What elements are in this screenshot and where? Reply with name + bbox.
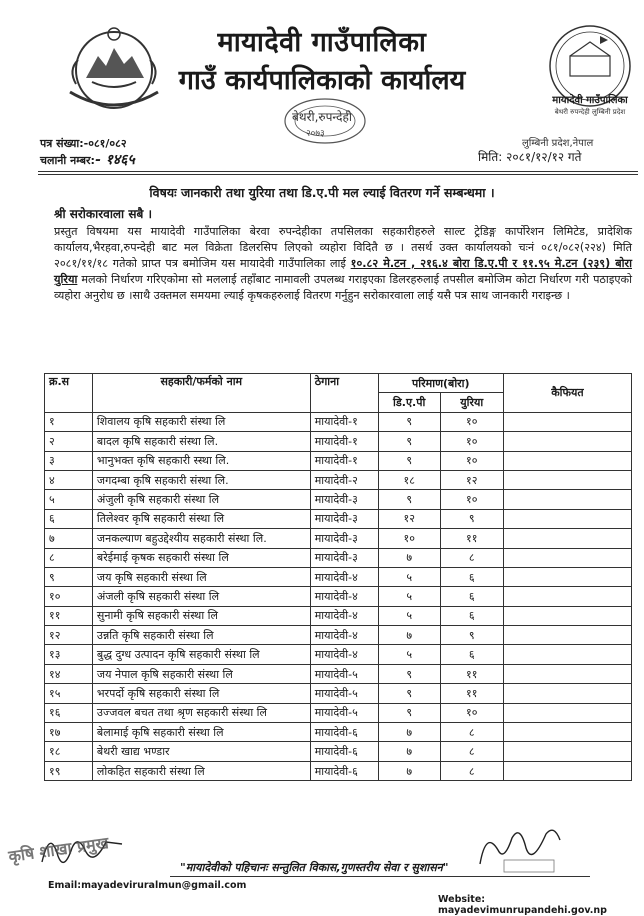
cell-dap: ७ <box>378 742 440 761</box>
cell-urea: १० <box>440 490 503 509</box>
cell-name: बेथरी खाद्य भण्डार <box>92 742 310 761</box>
header-address: ठेगाना <box>310 374 378 413</box>
cell-urea: १० <box>440 412 503 431</box>
cell-dap: ५ <box>378 587 440 606</box>
cell-remarks <box>503 451 631 470</box>
cell-address: मायादेवी-१ <box>310 412 378 431</box>
cell-dap: १८ <box>378 470 440 489</box>
section-head-stamp: कृषि शाखा प्रमुख <box>7 833 110 866</box>
date-value: २०८१/१२/१२ गते <box>506 150 582 164</box>
cell-dap: ९ <box>378 664 440 683</box>
cell-dap: ९ <box>378 412 440 431</box>
cell-name: जनकल्याण बहुउद्देश्यीय सहकारी संस्था लि. <box>92 529 310 548</box>
cell-dap: ९ <box>378 490 440 509</box>
cell-name: जय कृषि सहकारी संस्था लि <box>92 567 310 586</box>
letter-body <box>54 224 632 304</box>
cell-sn: १४ <box>45 664 93 683</box>
cell-dap: १२ <box>378 509 440 528</box>
cell-address: मायादेवी-५ <box>310 684 378 703</box>
cell-urea: ८ <box>440 761 503 780</box>
cell-address: मायादेवी-६ <box>310 723 378 742</box>
cell-dap: ७ <box>378 626 440 645</box>
cell-urea: ८ <box>440 548 503 567</box>
cell-urea: १२ <box>440 470 503 489</box>
cell-urea: १० <box>440 432 503 451</box>
table-row <box>45 761 632 780</box>
cell-dap: ५ <box>378 567 440 586</box>
reference-block <box>40 136 135 169</box>
cell-address: मायादेवी-४ <box>310 606 378 625</box>
cell-address: मायादेवी-६ <box>310 761 378 780</box>
allocation-table <box>44 373 632 781</box>
table-row <box>45 703 632 722</box>
municipality-logo-caption: मायादेवी गाउँपालिका <box>552 95 628 106</box>
cell-remarks <box>503 490 631 509</box>
table-row <box>45 490 632 509</box>
cell-name: बुद्ध दुग्ध उत्पादन कृषि सहकारी संस्था लि <box>92 645 310 664</box>
right-signature-icon <box>470 820 566 876</box>
cell-remarks <box>503 606 631 625</box>
letter-number-value: -०८१/०८२ <box>83 137 127 150</box>
cell-address: मायादेवी-३ <box>310 548 378 567</box>
cell-sn: ७ <box>45 529 93 548</box>
cell-address: मायादेवी-४ <box>310 645 378 664</box>
cell-urea: ९ <box>440 509 503 528</box>
footer-email: Email:mayadeviruralmun@gmail.com <box>48 880 247 891</box>
cell-sn: १६ <box>45 703 93 722</box>
dispatch-number-label: चलानी नम्बर: <box>40 154 95 167</box>
stamp-year: २०७३ <box>306 129 325 139</box>
cell-remarks <box>503 664 631 683</box>
cell-sn: ११ <box>45 606 93 625</box>
cell-name: बरेईमाई कृषक सहकारी संस्था लि <box>92 548 310 567</box>
cell-remarks <box>503 626 631 645</box>
cell-sn: ९ <box>45 567 93 586</box>
table-row <box>45 723 632 742</box>
cell-dap: ७ <box>378 723 440 742</box>
cell-urea: १० <box>440 703 503 722</box>
table-row <box>45 432 632 451</box>
table-row <box>45 529 632 548</box>
cell-remarks <box>503 703 631 722</box>
office-title-line1: मायादेवी गाउँपालिका <box>217 27 427 58</box>
cell-sn: ४ <box>45 470 93 489</box>
table-row <box>45 470 632 489</box>
office-location: बेथरी,रुपन्देही <box>292 110 352 124</box>
cell-sn: १३ <box>45 645 93 664</box>
cell-dap: ९ <box>378 451 440 470</box>
dispatch-number <box>40 152 135 169</box>
cell-remarks <box>503 723 631 742</box>
header-name: सहकारी/फर्मको नाम <box>92 374 310 413</box>
cell-dap: १० <box>378 529 440 548</box>
cell-remarks <box>503 509 631 528</box>
cell-dap: ७ <box>378 548 440 567</box>
date-label: मिति: <box>478 150 503 164</box>
cell-address: मायादेवी-४ <box>310 626 378 645</box>
cell-address: मायादेवी-४ <box>310 567 378 586</box>
cell-remarks <box>503 587 631 606</box>
cell-address: मायादेवी-५ <box>310 664 378 683</box>
cell-remarks <box>503 684 631 703</box>
cell-name: बादल कृषि सहकारी संस्था लि. <box>92 432 310 451</box>
cell-remarks <box>503 529 631 548</box>
cell-sn: ३ <box>45 451 93 470</box>
cell-urea: ११ <box>440 684 503 703</box>
table-row <box>45 684 632 703</box>
cell-urea: ६ <box>440 606 503 625</box>
cell-remarks <box>503 742 631 761</box>
footer-website: Website: mayadevimunrupandehi.gov.np <box>438 894 607 916</box>
cell-remarks <box>503 470 631 489</box>
header-remarks: कैफियत <box>503 374 631 413</box>
cell-urea: ६ <box>440 567 503 586</box>
cell-address: मायादेवी-६ <box>310 742 378 761</box>
cell-name: अंजुली कृषि सहकारी संस्था लि <box>92 490 310 509</box>
municipality-logo-subcaption: बेथरी रुपन्देही लुम्बिनी प्रदेश <box>554 108 626 116</box>
cell-urea: ६ <box>440 587 503 606</box>
cell-dap: ७ <box>378 761 440 780</box>
cell-name: उज्जवल बचत तथा श्रृण सहकारी संस्था लि <box>92 703 310 722</box>
body-text-part2: मलको निर्धारण गरिएकोमा सो मललाई तहाँबाट नामावली उपलब्ध गराइएका डिलरहरुलाई तपसील बमोजिम कोटा निर्धारण गरी पठाइएको व्यहोरा अनुरोध छ ।साथै उक्तमल समयमा ल्याई कृषकहरुलाई वितरण गर्नुहुन सरोकारवाला लाई यसै पत्र साथ जानकारी गराइन्छ । <box>54 273 632 302</box>
cell-urea: ११ <box>440 664 503 683</box>
cell-dap: ९ <box>378 684 440 703</box>
header-divider <box>38 171 638 172</box>
cell-urea: ११ <box>440 529 503 548</box>
dispatch-number-value: - १४६५ <box>94 152 135 168</box>
cell-name: अंजली कृषि सहकारी संस्था लि <box>92 587 310 606</box>
cell-name: जय नेपाल कृषि सहकारी संस्था लि <box>92 664 310 683</box>
cell-urea: ८ <box>440 723 503 742</box>
office-title-line2: गाउँ कार्यपालिकाको कार्यालय <box>178 65 466 96</box>
table-row <box>45 664 632 683</box>
table-row <box>45 742 632 761</box>
table-row <box>45 548 632 567</box>
cell-sn: १८ <box>45 742 93 761</box>
header-quantity: परिमाण(बोरा) <box>378 374 503 393</box>
cell-dap: ५ <box>378 645 440 664</box>
table-row <box>45 567 632 586</box>
table-row <box>45 451 632 470</box>
cell-address: मायादेवी-१ <box>310 451 378 470</box>
cell-sn: ६ <box>45 509 93 528</box>
footer-motto: "मायादेवीको पहिचानः सन्तुलित विकास,गुणस्तरीय सेवा र सुशासन" <box>180 861 449 874</box>
header-urea: युरिया <box>440 393 503 412</box>
cell-urea: १० <box>440 451 503 470</box>
cell-dap: ९ <box>378 703 440 722</box>
table-row <box>45 626 632 645</box>
cell-name: लोकहित सहकारी संस्था लि <box>92 761 310 780</box>
cell-name: सुनामी कृषि सहकारी संस्था लि <box>92 606 310 625</box>
cell-name: भरपर्दो कृषि सहकारी संस्था लि <box>92 684 310 703</box>
body-text-part1: प्रस्तुत विषयमा यस मायादेवी गाउँपालिका बेरवा रुपन्देहीका तपसिलका सहकारीहरुले साल्ट ट्रेडिङ्ग कार्पोरेशन लिमिटेड, प्रादेशिक कार्यालय,भैरहवा,रुपन्देही बाट मल विक्रेता डिलरसिप लिएको व्यहोरा विदितै छ । तसर्थ उक्त कार्यालयको चःनं ०८१/०८२(२२४) मिति २०८१/११/१८ गतेको प्राप्त पत्र बमोजिम यस मायादेवी गाउँपालिका लाई <box>54 225 632 270</box>
cell-sn: ५ <box>45 490 93 509</box>
office-stamp-icon <box>282 96 368 146</box>
cell-dap: ५ <box>378 606 440 625</box>
cell-address: मायादेवी-३ <box>310 509 378 528</box>
letter-number-label: पत्र संख्या: <box>40 137 84 150</box>
cell-name: शिवालय कृषि सहकारी संस्था लि <box>92 412 310 431</box>
table-header-row <box>45 374 632 393</box>
cell-sn: १५ <box>45 684 93 703</box>
salutation: श्री सरोकारवाला सबै । <box>54 207 153 221</box>
header-sn: क्र.स <box>45 374 93 413</box>
cell-remarks <box>503 567 631 586</box>
header-dap: डि.ए.पी <box>378 393 440 412</box>
cell-remarks <box>503 761 631 780</box>
cell-dap: ९ <box>378 432 440 451</box>
cell-address: मायादेवी-२ <box>310 470 378 489</box>
cell-remarks <box>503 432 631 451</box>
table-row <box>45 606 632 625</box>
letter-number <box>40 136 135 152</box>
table-row <box>45 587 632 606</box>
cell-sn: १ <box>45 412 93 431</box>
body-highlight-quantities: १०.८२ मे.टन , २१६.४ बोरा डि.ए.पी र ११.९५ मे.टन (२३९) बोरा युरिया <box>54 257 632 286</box>
cell-address: मायादेवी-१ <box>310 432 378 451</box>
cell-address: मायादेवी-५ <box>310 703 378 722</box>
cell-name: जगदम्बा कृषि सहकारी संस्था लि. <box>92 470 310 489</box>
cell-name: भानुभक्त कृषि सहकारी स्स्था लि. <box>92 451 310 470</box>
cell-address: मायादेवी-३ <box>310 529 378 548</box>
cell-address: मायादेवी-३ <box>310 490 378 509</box>
letter-subject: विषयः जानकारी तथा युरिया तथा डि.ए.पी मल ल्याई वितरण गर्ने सम्बन्धमा । <box>149 185 495 200</box>
cell-sn: २ <box>45 432 93 451</box>
cell-sn: १२ <box>45 626 93 645</box>
cell-sn: ८ <box>45 548 93 567</box>
cell-remarks <box>503 645 631 664</box>
cell-urea: ९ <box>440 626 503 645</box>
footer-divider <box>170 876 590 877</box>
table-row <box>45 509 632 528</box>
province-label: लुम्बिनी प्रदेश,नेपाल <box>522 138 594 149</box>
cell-name: बेलामाई कृषि सहकारी संस्था लि <box>92 723 310 742</box>
cell-sn: १९ <box>45 761 93 780</box>
cell-urea: ८ <box>440 742 503 761</box>
cell-address: मायादेवी-४ <box>310 587 378 606</box>
cell-remarks <box>503 412 631 431</box>
cell-remarks <box>503 548 631 567</box>
cell-sn: १० <box>45 587 93 606</box>
cell-urea: ६ <box>440 645 503 664</box>
table-row <box>45 412 632 431</box>
cell-name: तिलेश्वर कृषि सहकारी संस्था लि <box>92 509 310 528</box>
table-row <box>45 645 632 664</box>
cell-sn: १७ <box>45 723 93 742</box>
header-divider-second <box>38 174 638 175</box>
letter-date <box>478 148 582 165</box>
cell-name: उन्नति कृषि सहकारी संस्था लि <box>92 626 310 645</box>
